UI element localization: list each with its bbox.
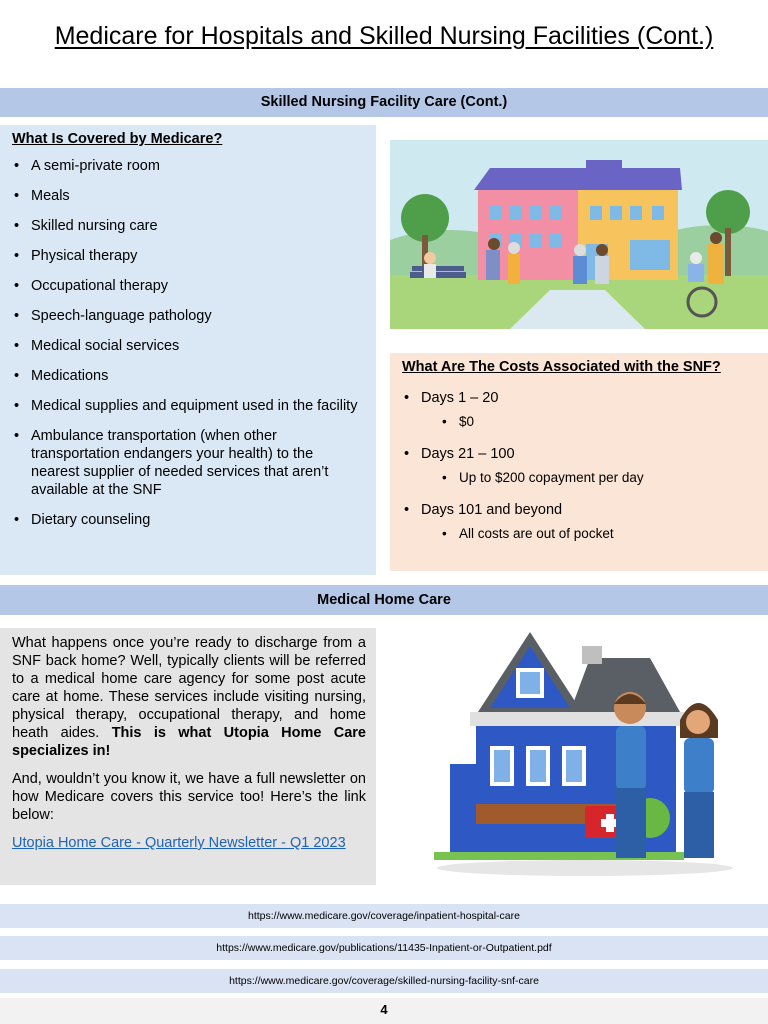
covered-panel — [0, 125, 376, 575]
list-item: • Medical social services — [12, 337, 364, 355]
cost-period: • Days 1 – 20 — [402, 389, 756, 407]
cost-period: • Days 101 and beyond — [402, 501, 756, 519]
covered-heading: What Is Covered by Medicare? — [12, 131, 223, 147]
home-care-highlight: This is what Utopia Home Care specializes in! — [12, 725, 366, 759]
cost-detail: • All costs are out of pocket — [402, 525, 756, 542]
list-item: • Occupational therapy — [12, 277, 364, 295]
source-link-2[interactable]: https://www.medicare.gov/publications/11435-Inpatient-or-Outpatient.pdf — [0, 936, 768, 960]
list-item: • Ambulance transportation (when other transportation endangers your health) to the nearest supplier of needed services that aren’t available at the SNF — [12, 427, 364, 499]
list-item: • Meals — [12, 187, 364, 205]
snf-section-header: Skilled Nursing Facility Care (Cont.) — [0, 88, 768, 117]
home-care-section-header: Medical Home Care — [0, 585, 768, 615]
cost-detail: • Up to $200 copayment per day — [402, 469, 756, 486]
nursing-facility-illustration — [390, 140, 768, 329]
covered-list — [12, 157, 364, 529]
newsletter-paragraph: And, wouldn’t you know it, we have a full newsletter on how Medicare covers this service too! Here’s the link below: — [12, 771, 366, 823]
list-item: • Medical supplies and equipment used in the facility — [12, 397, 364, 415]
newsletter-link[interactable]: Utopia Home Care - Quarterly Newsletter - Q1 2023 — [12, 835, 346, 851]
list-item: • Dietary counseling — [12, 511, 364, 529]
source-link-1[interactable]: https://www.medicare.gov/coverage/inpatient-hospital-care — [0, 904, 768, 928]
costs-panel — [390, 353, 768, 571]
page-title: Medicare for Hospitals and Skilled Nursing Facilities (Cont.) — [54, 22, 714, 50]
list-item: • A semi-private room — [12, 157, 364, 175]
list-item: • Physical therapy — [12, 247, 364, 265]
list-item: • Speech-language pathology — [12, 307, 364, 325]
source-link-3[interactable]: https://www.medicare.gov/coverage/skilled-nursing-facility-snf-care — [0, 969, 768, 993]
page-number: 4 — [0, 998, 768, 1024]
home-care-panel — [0, 628, 376, 885]
list-item: • Skilled nursing care — [12, 217, 364, 235]
home-care-text: What happens once you’re ready to discharge from a SNF back home? Well, typically clients will be referred to a medical home care agency for some post acute care at home. These services include visiting nursing, physical therapy, occupational therapy, and home heath aides. — [12, 635, 366, 741]
cost-period: • Days 21 – 100 — [402, 445, 756, 463]
list-item: • Medications — [12, 367, 364, 385]
cost-detail: • $0 — [402, 413, 756, 430]
home-care-illustration — [430, 628, 740, 883]
home-care-paragraph — [12, 634, 366, 760]
costs-heading: What Are The Costs Associated with the SNF? — [402, 359, 721, 375]
